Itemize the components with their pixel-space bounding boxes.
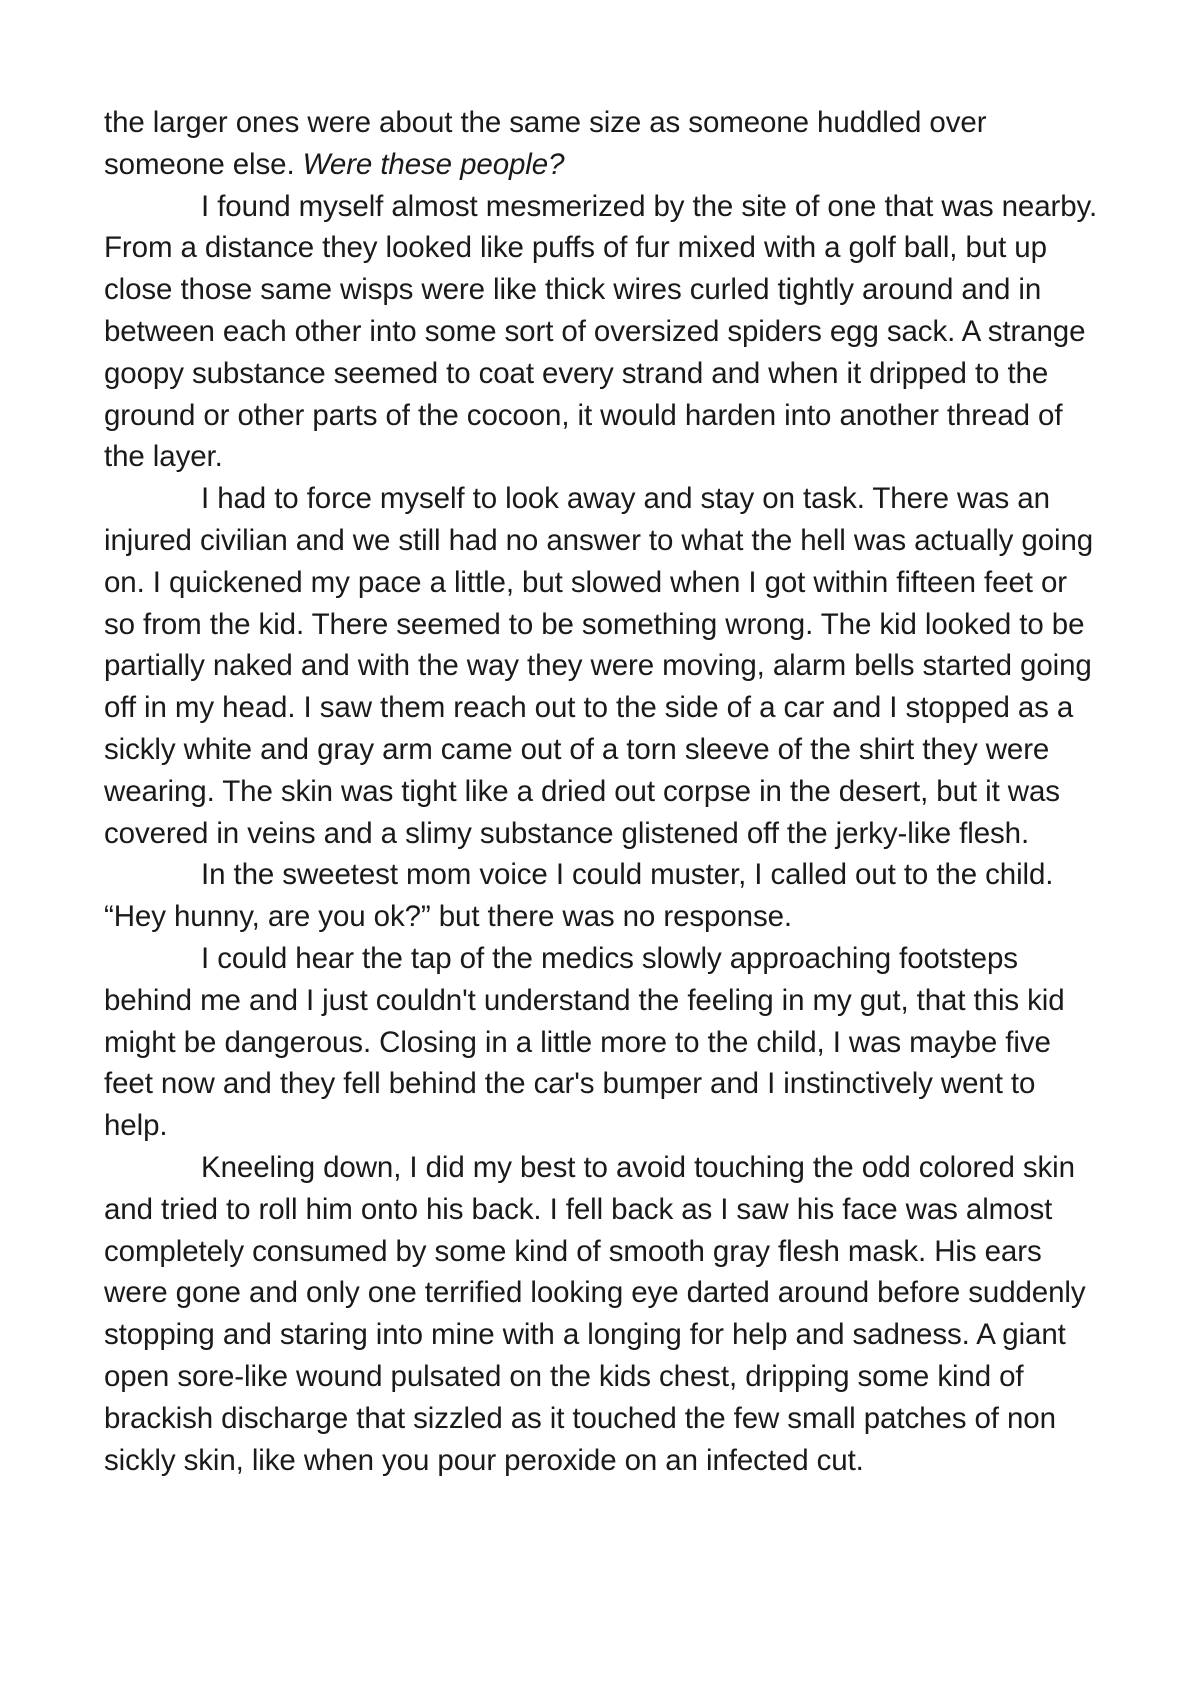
paragraph-call-out: In the sweetest mom voice I could muster, I called out to the child. “Hey hunny, are you ok?” but there was no response. — [104, 858, 1054, 934]
paragraph-1-text: the larger ones were about the same size as someone huddled over someone else. — [104, 106, 987, 181]
paragraph-approach: I had to force myself to look away and stay on task. There was an injured civilian and we still had no answer to what the hell was actually going on. I quickened my pace a little, but slowed when I got within fifteen feet or so from the kid. There seemed to be something wrong. The kid looked to be partially naked and with the way they were moving, alarm bells started going off in my head. I saw them reach out to the side of a car and I stopped as a sickly white and gray arm came out of a torn sleeve of the shirt they were wearing. The skin was tight like a dried out corpse in the desert, but it was covered in veins and a slimy substance glistened off the jerky-like flesh. — [104, 482, 1094, 850]
paragraph-cocoon: I found myself almost mesmerized by the site of one that was nearby. From a distance they looked like puffs of fur mixed with a golf ball, but up close those same wisps were like thick wires curled tightly around and in between each other into some sort of oversized spiders egg sack. A strange goopy substance seemed to coat every strand and when it dripped to the ground or other parts of the cocoon, it would harden into another thread of the layer. — [104, 189, 1098, 474]
body-text — [104, 102, 1104, 1481]
paragraph-kneeling: Kneeling down, I did my best to avoid touching the odd colored skin and tried to roll him onto his back. I fell back as I saw his face was almost completely consumed by some kind of smooth gray flesh mask. His ears were gone and only one terrified looking eye darted around before suddenly stopping and staring into mine with a longing for help and sadness. A giant open sore-like wound pulsated on the kids chest, dripping some kind of brackish discharge that sizzled as it touched the few small patches of non sickly skin, like when you pour peroxide on an infected cut. — [104, 1150, 1086, 1477]
italic-question: Were these people? — [302, 147, 565, 181]
paragraph-continued — [104, 102, 1104, 186]
paragraph-footsteps: I could hear the tap of the medics slowly approaching footsteps behind me and I just couldn't understand the feeling in my gut, that this kid might be dangerous. Closing in a little more to the child, I was maybe five feet now and they fell behind the car's bumper and I instinctively went to help. — [104, 941, 1065, 1143]
